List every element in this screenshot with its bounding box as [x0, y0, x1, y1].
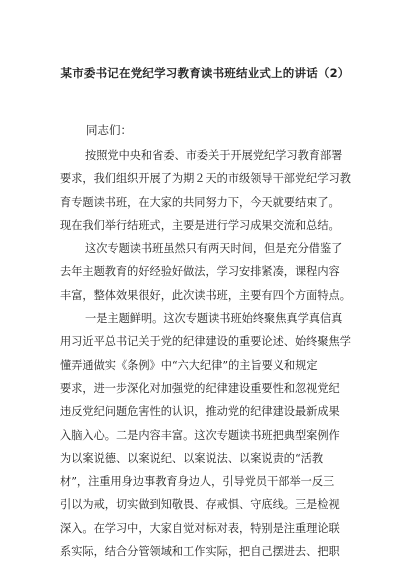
text-line: 懂弄通做实《条例》中“六大纪律”的主旨要义和规定 — [60, 358, 318, 372]
text-line: 材”，注重用身边事教育身边人，引导党员干部举一反三 — [60, 475, 335, 489]
text-line: 为以案说德、以案说纪、以案说法、以案说责的“活教 — [60, 451, 324, 465]
text-line: 要求，我们组织开展了为期２天的市级领导干部党纪学习教 — [60, 172, 351, 186]
text-line: 现在我们举行结班式，主要是进行学习成果交流和总结。 — [60, 218, 340, 232]
text-line: 入脑入心。二是内容丰富。这次专题读书班把典型案例作 — [60, 428, 340, 442]
text-line: 要求，进一步深化对加强党的纪律建设重要性和忽视党纪 — [60, 381, 340, 395]
text-line: 深入。在学习中，大家自觉对标对表，特别是注重理论联 — [60, 521, 340, 535]
text-line: 这次专题读书班虽然只有两天时间，但是充分借鉴了 — [85, 242, 343, 256]
text-line: 违反党纪问题危害性的认识，推动党的纪律建设最新成果 — [60, 405, 340, 419]
greeting: 同志们： — [86, 123, 132, 137]
text-line: 育专题读书班，在大家的共同努力下，今天就要结束了。 — [60, 195, 340, 209]
text-line: 按照党中央和省委、市委关于开展党纪学习教育部署 — [85, 149, 343, 162]
text-line: 丰富，整体效果很好，此次读书班，主要有四个方面特点。 — [60, 288, 351, 302]
text-line: 用习近平总书记关于党的纪律建设的重要论述、始终聚焦学 — [60, 335, 351, 349]
text-line: 去年主题教育的好经验好做法，学习安排紧凑，课程内容 — [60, 265, 340, 279]
text-line: 一是主题鲜明。这次专题读书班始终聚焦真学真信真 — [85, 312, 343, 326]
text-line: 引以为戒，切实做到知敬畏、存戒惧、守底线。三是检视 — [60, 498, 340, 512]
text-line: 系实际，结合分管领域和工作实际，把自己摆进去、把职 — [60, 545, 340, 559]
document-body — [60, 144, 368, 563]
document-title: 某市委书记在党纪学习教育读书班结业式上的讲话（2） — [60, 66, 350, 80]
